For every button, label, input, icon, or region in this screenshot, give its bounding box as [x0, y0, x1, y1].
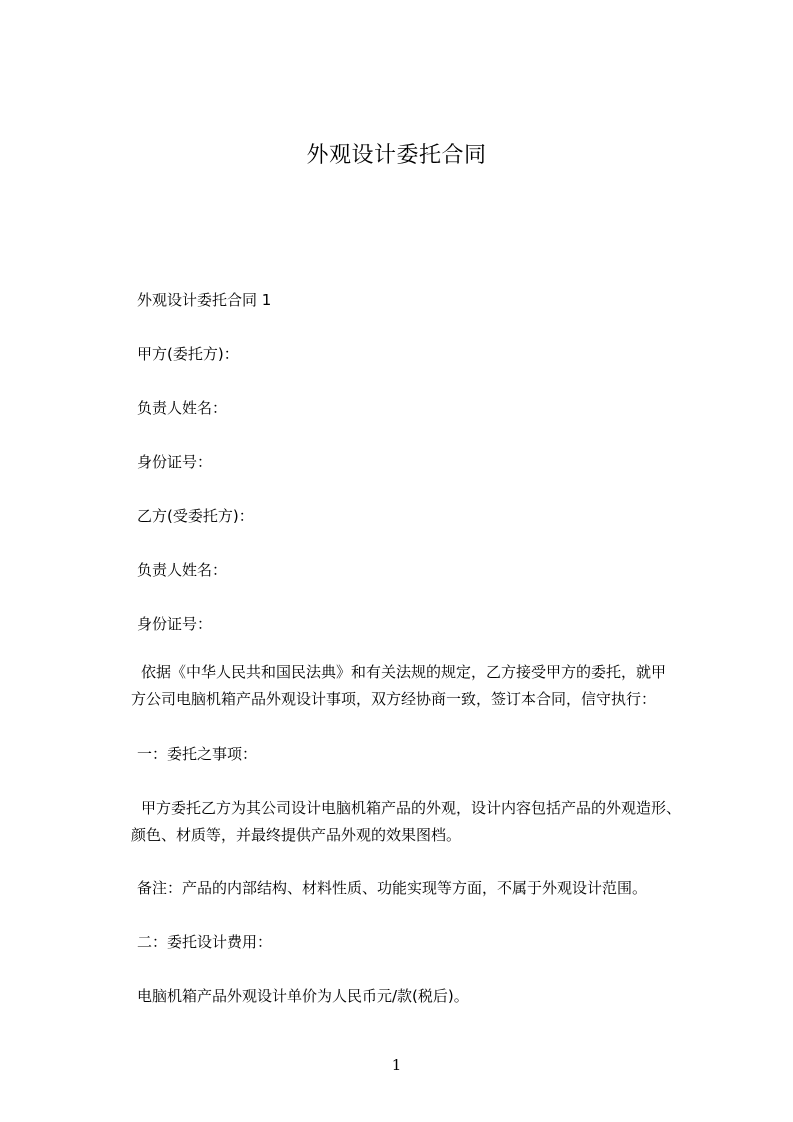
- section-2-line-1: 电脑机箱产品外观设计单价为人民币元/款(税后)。: [137, 987, 469, 1005]
- party-b-label: 乙方(受委托方)：: [137, 507, 254, 525]
- section-2-heading: 二：委托设计费用：: [137, 933, 273, 951]
- page-number: 1: [391, 1056, 402, 1074]
- design-scope-note: 备注：产品的内部结构、材料性质、功能实现等方面，不属于外观设计范围。: [137, 879, 648, 897]
- intro-paragraph-line-2: 方公司电脑机箱产品外观设计事项，双方经协商一致，签订本合同，信守执行：: [131, 690, 657, 708]
- party-a-label: 甲方(委托方)：: [137, 345, 239, 363]
- party-b-id-label: 身份证号：: [137, 615, 213, 633]
- party-a-person-label: 负责人姓名：: [137, 399, 228, 417]
- intro-paragraph-line-1: 依据《中华人民共和国民法典》和有关法规的规定，乙方接受甲方的委托，就甲: [141, 663, 667, 681]
- document-title: 外观设计委托合同: [306, 143, 487, 168]
- section-1-line-2: 颜色、材质等，并最终提供产品外观的效果图档。: [131, 826, 462, 844]
- party-b-person-label: 负责人姓名：: [137, 561, 228, 579]
- party-a-id-label: 身份证号：: [137, 453, 213, 471]
- section-1-line-1: 甲方委托乙方为其公司设计电脑机箱产品的外观，设计内容包括产品的外观造形、: [141, 799, 682, 817]
- section-1-heading: 一：委托之事项：: [137, 745, 258, 763]
- contract-subtitle: 外观设计委托合同 1: [137, 291, 272, 309]
